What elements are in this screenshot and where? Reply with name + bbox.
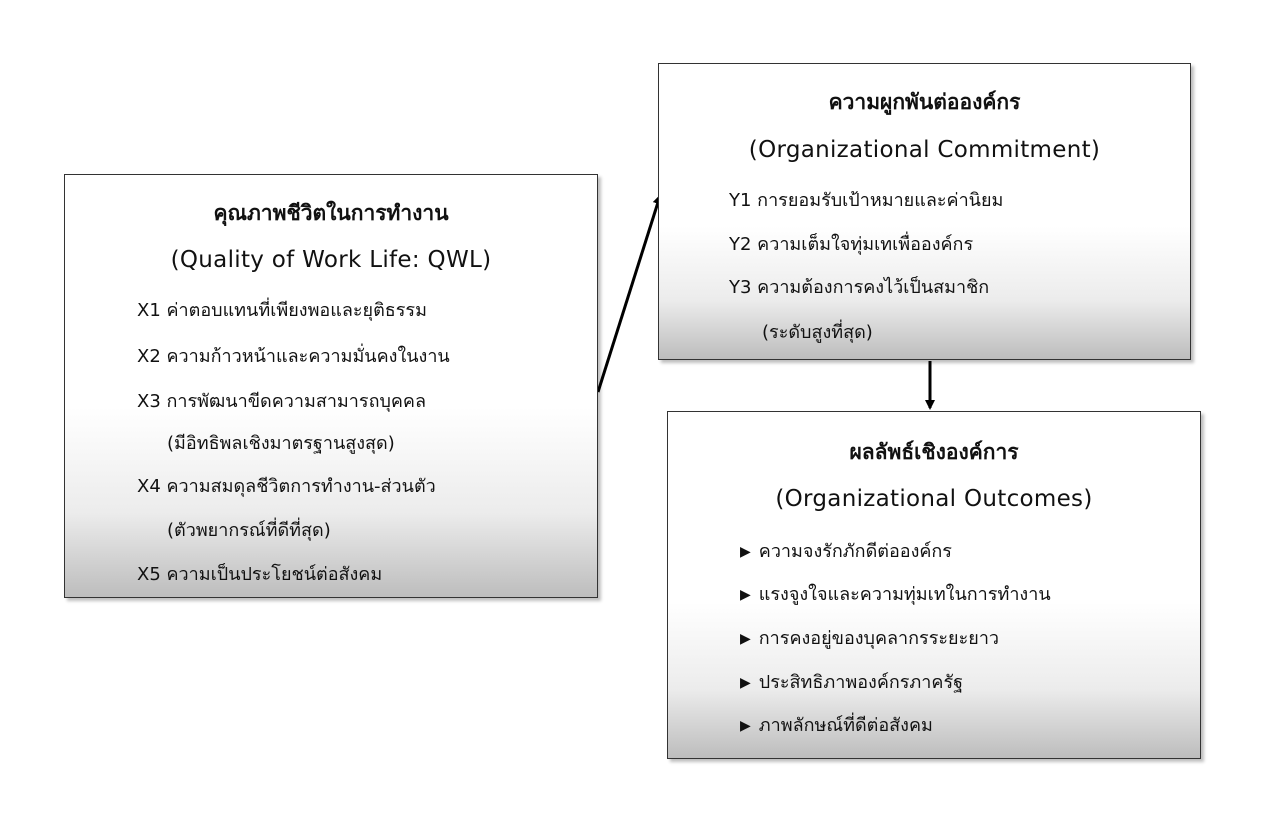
commitment-item-y1: Y1 การยอมรับเป้าหมายและค่านิยม: [729, 190, 1004, 211]
commitment-item-y3: Y3 ความต้องการคงไว้เป็นสมาชิก: [729, 277, 990, 298]
outcome-item-label: ประสิทธิภาพองค์กรภาครัฐ: [758, 672, 964, 693]
outcome-item: [740, 623, 999, 652]
outcome-item: [740, 710, 933, 739]
qwl-item-x5: X5 ความเป็นประโยชน์ต่อสังคม: [137, 564, 383, 585]
outcome-item-label: การคงอยู่ของบุคลากรระยะยาว: [758, 628, 1000, 649]
commitment-box: [658, 63, 1191, 360]
triangle-bullet-icon: ▶: [740, 544, 751, 560]
outcome-item-label: แรงจูงใจและความทุ่มเทในการทำงาน: [758, 584, 1051, 605]
qwl-box: [64, 174, 598, 598]
outcome-item: [740, 667, 963, 696]
qwl-item-x4: X4 ความสมดุลชีวิตการทำงาน-ส่วนตัว: [137, 476, 436, 497]
commitment-item-y2: Y2 ความเต็มใจทุ่มเทเพื่อองค์กร: [729, 234, 974, 255]
qwl-subtitle: (Quality of Work Life: QWL): [170, 247, 492, 273]
triangle-bullet-icon: ▶: [740, 718, 751, 734]
outcome-item: [740, 579, 1051, 608]
qwl-item-x3-note: (มีอิทธิพลเชิงมาตรฐานสูงสุด): [167, 433, 395, 454]
triangle-bullet-icon: ▶: [740, 631, 751, 647]
outcome-item: [740, 536, 952, 565]
outcome-item-label: ความจงรักภักดีต่อองค์กร: [758, 541, 952, 562]
qwl-item-x2: X2 ความก้าวหน้าและความมั่นคงในงาน: [137, 346, 450, 367]
qwl-item-x4-note: (ตัวพยากรณ์ที่ดีที่สุด): [167, 520, 331, 541]
triangle-bullet-icon: ▶: [740, 675, 751, 691]
qwl-item-x1: X1 ค่าตอบแทนที่เพียงพอและยุติธรรม: [137, 300, 427, 321]
arrow-qwl-to-commitment: [598, 196, 660, 392]
outcomes-subtitle: (Organizational Outcomes): [775, 486, 1093, 512]
qwl-title: คุณภาพชีวิตในการทำงาน: [213, 201, 449, 225]
outcomes-title: ผลลัพธ์เชิงองค์การ: [849, 440, 1019, 464]
outcomes-box: [667, 411, 1201, 759]
commitment-title: ความผูกพันต่อองค์กร: [828, 90, 1021, 114]
qwl-item-x3: X3 การพัฒนาขีดความสามารถบุคคล: [137, 391, 427, 412]
outcome-item-label: ภาพลักษณ์ที่ดีต่อสังคม: [758, 715, 933, 736]
commitment-subtitle: (Organizational Commitment): [748, 137, 1101, 163]
triangle-bullet-icon: ▶: [740, 587, 751, 603]
commitment-item-y3-note: (ระดับสูงที่สุด): [762, 322, 873, 343]
